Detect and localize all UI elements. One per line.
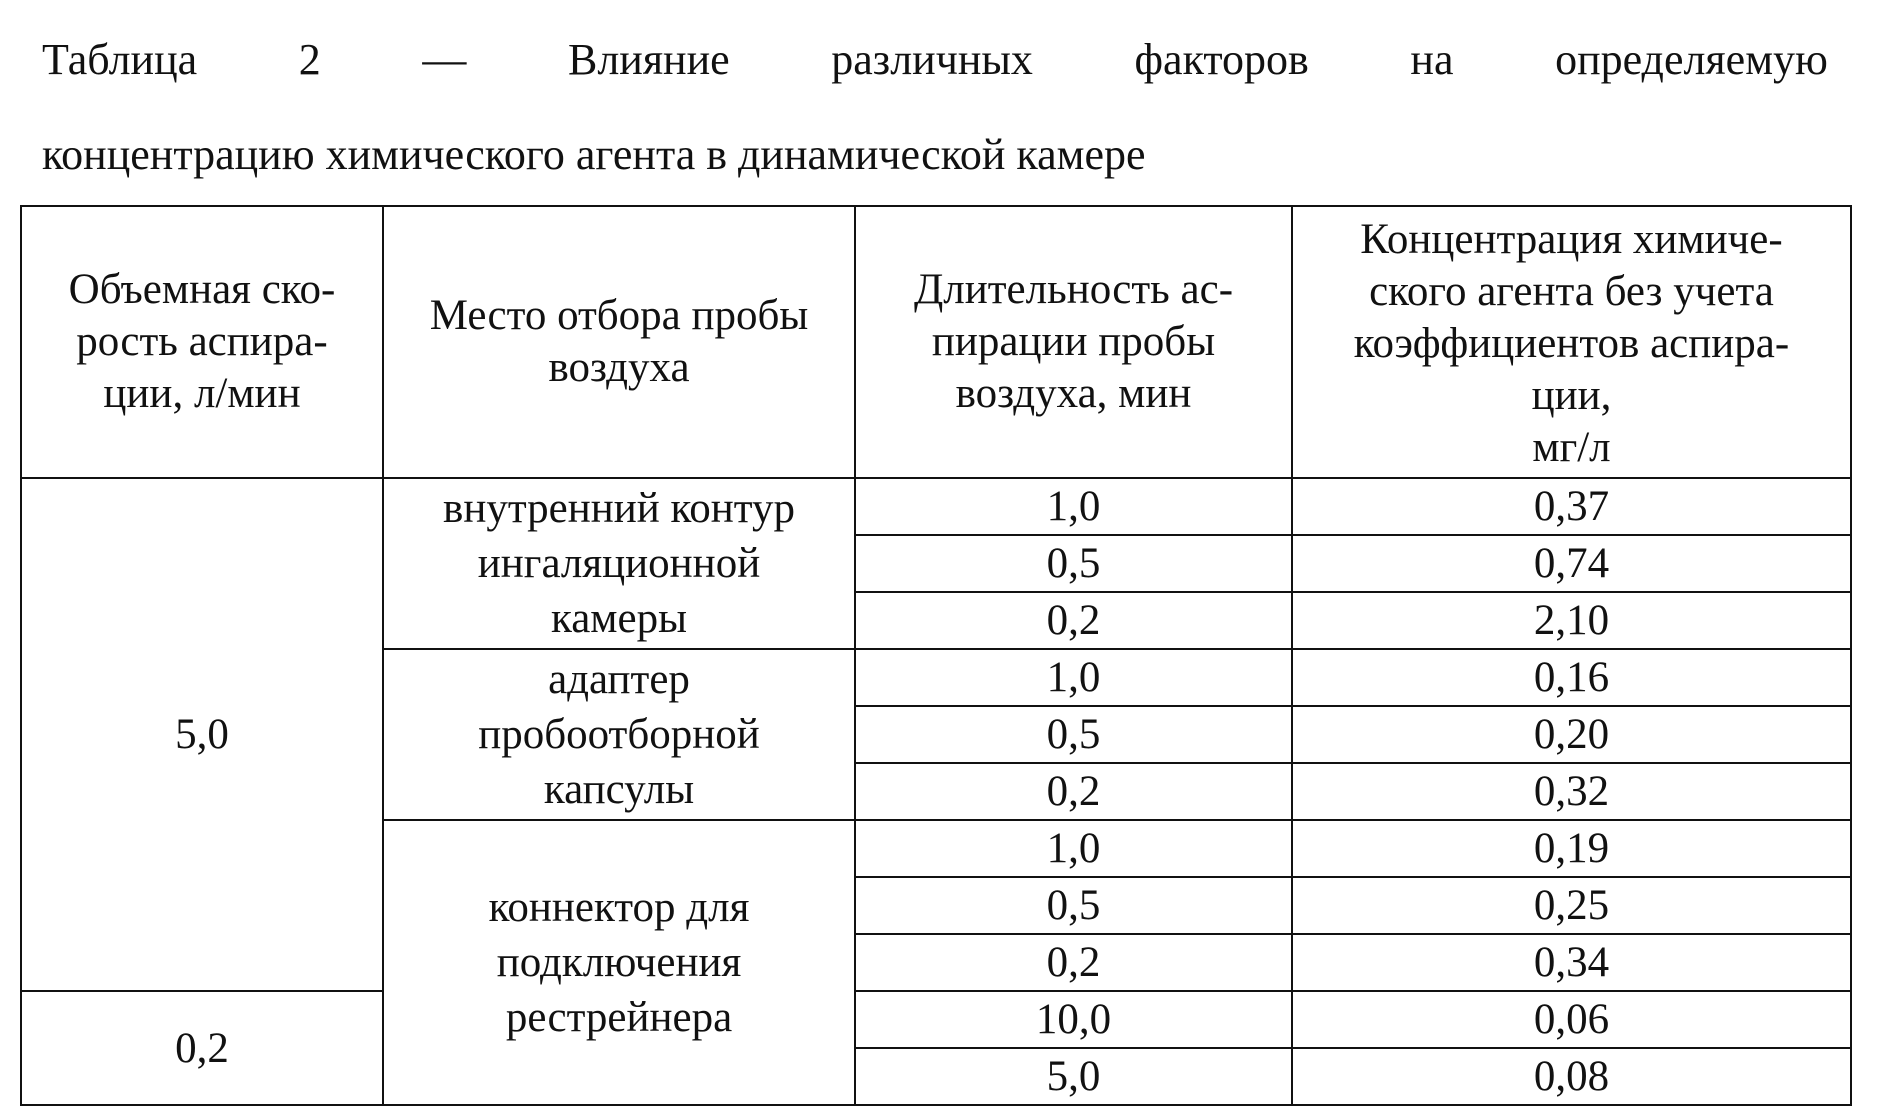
- cell-duration: 1,0: [855, 649, 1292, 706]
- cell-aspiration-rate: 5,0: [21, 478, 383, 991]
- header-concentration: [1292, 206, 1851, 478]
- cell-concentration: 0,25: [1292, 877, 1851, 934]
- table-caption: [42, 12, 1828, 202]
- cell-duration: 0,5: [855, 706, 1292, 763]
- cell-concentration: 0,37: [1292, 478, 1851, 535]
- cell-duration: 1,0: [855, 820, 1292, 877]
- header-aspiration-rate-text: Объемная ско- рость аспира- ции, л/мин: [68, 266, 336, 417]
- cell-duration: 0,2: [855, 934, 1292, 991]
- cell-duration: 0,5: [855, 877, 1292, 934]
- cell-sampling-place: адаптер пробоотборной капсулы: [383, 649, 855, 820]
- caption-word: определяемую: [1555, 35, 1828, 84]
- cell-concentration: 0,74: [1292, 535, 1851, 592]
- cell-duration: 1,0: [855, 478, 1292, 535]
- cell-concentration: 0,06: [1292, 991, 1851, 1048]
- cell-duration: 0,5: [855, 535, 1292, 592]
- table-row: [21, 991, 1851, 1048]
- cell-concentration: 0,32: [1292, 763, 1851, 820]
- caption-word: —: [422, 35, 467, 84]
- cell-concentration: 0,16: [1292, 649, 1851, 706]
- header-sampling-place-text: Место отбора пробы воздуха: [429, 292, 809, 391]
- header-aspiration-rate: [21, 206, 383, 478]
- table-row: [21, 478, 1851, 535]
- caption-word: факторов: [1134, 35, 1309, 84]
- caption-line-1: [42, 12, 1828, 107]
- cell-concentration: 0,20: [1292, 706, 1851, 763]
- caption-word: на: [1410, 35, 1454, 84]
- cell-duration: 5,0: [855, 1048, 1292, 1105]
- header-row: [21, 206, 1851, 478]
- header-concentration-text: Концентрация химиче- ского агента без учета коэффициентов аспира- ции, мг/л: [1353, 216, 1790, 471]
- caption-word: Таблица: [42, 35, 198, 84]
- caption-line-2: концентрацию химического агента в динамической камере: [42, 130, 1146, 179]
- cell-duration: 0,2: [855, 763, 1292, 820]
- table-body: [21, 478, 1851, 1105]
- cell-duration: 0,2: [855, 592, 1292, 649]
- header-aspiration-duration-text: Длительность ас- пирации пробы воздуха, мин: [913, 266, 1234, 417]
- data-table: [20, 205, 1852, 1106]
- header-sampling-place: [383, 206, 855, 478]
- cell-aspiration-rate: 0,2: [21, 991, 383, 1105]
- header-aspiration-duration: [855, 206, 1292, 478]
- cell-concentration: 0,08: [1292, 1048, 1851, 1105]
- cell-sampling-place: коннектор для подключения рестрейнера: [383, 820, 855, 1105]
- cell-concentration: 2,10: [1292, 592, 1851, 649]
- cell-sampling-place: внутренний контур ингаляционной камеры: [383, 478, 855, 649]
- cell-concentration: 0,34: [1292, 934, 1851, 991]
- caption-word: различных: [831, 35, 1033, 84]
- cell-concentration: 0,19: [1292, 820, 1851, 877]
- cell-duration: 10,0: [855, 991, 1292, 1048]
- caption-word: 2: [298, 35, 321, 84]
- caption-word: Влияние: [567, 35, 730, 84]
